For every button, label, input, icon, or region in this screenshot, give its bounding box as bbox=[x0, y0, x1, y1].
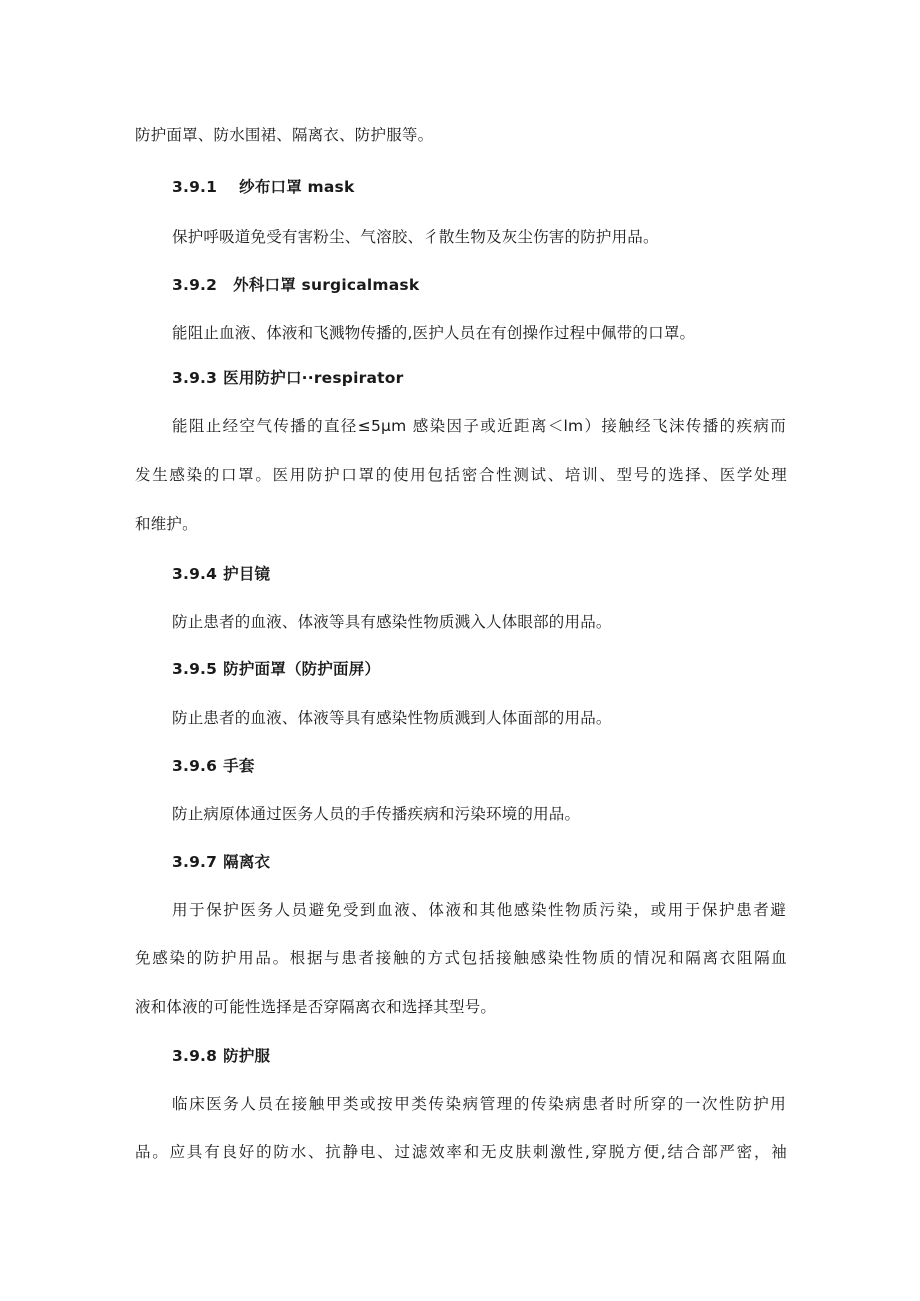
section-number: 3.9.4 bbox=[172, 565, 218, 583]
section-paragraph-line: 防止患者的血液、体液等具有感染性物质溅到人体面部的用品。 bbox=[172, 709, 612, 727]
section-heading-3-9-4 bbox=[172, 564, 270, 584]
section-paragraph-line: 液和体液的可能性选择是否穿隔离衣和选择其型号。 bbox=[135, 998, 497, 1016]
section-heading-3-9-5 bbox=[172, 659, 380, 679]
section-heading-3-9-7 bbox=[172, 852, 270, 872]
section-number: 3.9.6 bbox=[172, 757, 218, 775]
intro-line: 防护面罩、防水围裙、隔离衣、防护服等。 bbox=[135, 126, 434, 144]
section-title: 外科口罩 surgicalmask bbox=[233, 276, 420, 294]
section-number: 3.9.1 bbox=[172, 178, 218, 196]
section-paragraph-line: 能阻止血液、体液和飞溅物传播的,医护人员在有创操作过程中佩带的口罩。 bbox=[172, 324, 696, 342]
section-heading-3-9-8 bbox=[172, 1046, 270, 1066]
section-title: 隔离衣 bbox=[223, 853, 271, 871]
section-paragraph-line: 发生感染的口罩。医用防护口罩的使用包括密合性测试、培训、型号的选择、医学处理 bbox=[135, 466, 787, 484]
section-number: 3.9.5 bbox=[172, 660, 218, 678]
section-title: 医用防护口··respirator bbox=[223, 369, 404, 387]
section-paragraph-line: 能阻止经空气传播的直径≤5μm 感染因子或近距离＜lm）接触经飞沫传播的疾病而 bbox=[172, 417, 786, 435]
section-paragraph-line: 防止患者的血液、体液等具有感染性物质溅入人体眼部的用品。 bbox=[172, 613, 612, 631]
section-number: 3.9.3 bbox=[172, 369, 218, 387]
section-paragraph-line: 和维护。 bbox=[135, 515, 198, 533]
section-paragraph-line: 用于保护医务人员避免受到血液、体液和其他感染性物质污染，或用于保护患者避 bbox=[172, 901, 786, 919]
section-title: 手套 bbox=[223, 757, 255, 775]
section-paragraph-line: 防止病原体通过医务人员的手传播疾病和污染环境的用品。 bbox=[172, 805, 581, 823]
section-paragraph-line: 临床医务人员在接触甲类或按甲类传染病管理的传染病患者时所穿的一次性防护用 bbox=[172, 1095, 786, 1113]
section-number: 3.9.2 bbox=[172, 276, 218, 294]
section-title: 纱布口罩 mask bbox=[239, 178, 355, 196]
section-heading-3-9-2 bbox=[172, 275, 419, 295]
section-number: 3.9.7 bbox=[172, 853, 218, 871]
section-title: 防护服 bbox=[223, 1047, 271, 1065]
section-title: 防护面罩（防护面屏） bbox=[223, 660, 381, 678]
section-title: 护目镜 bbox=[223, 565, 271, 583]
section-heading-3-9-1 bbox=[172, 177, 354, 197]
section-paragraph-line: 免感染的防护用品。根据与患者接触的方式包括接触感染性物质的情况和隔离衣阻隔血 bbox=[135, 949, 787, 967]
section-heading-3-9-3 bbox=[172, 368, 403, 388]
section-paragraph-line: 品。应具有良好的防水、抗静电、过滤效率和无皮肤刺激性,穿脱方便,结合部严密，袖 bbox=[135, 1143, 787, 1161]
section-number: 3.9.8 bbox=[172, 1047, 218, 1065]
section-paragraph-line: 保护呼吸道免受有害粉尘、气溶胶、彳散生物及灰尘伤害的防护用品。 bbox=[172, 228, 659, 246]
section-heading-3-9-6 bbox=[172, 756, 255, 776]
